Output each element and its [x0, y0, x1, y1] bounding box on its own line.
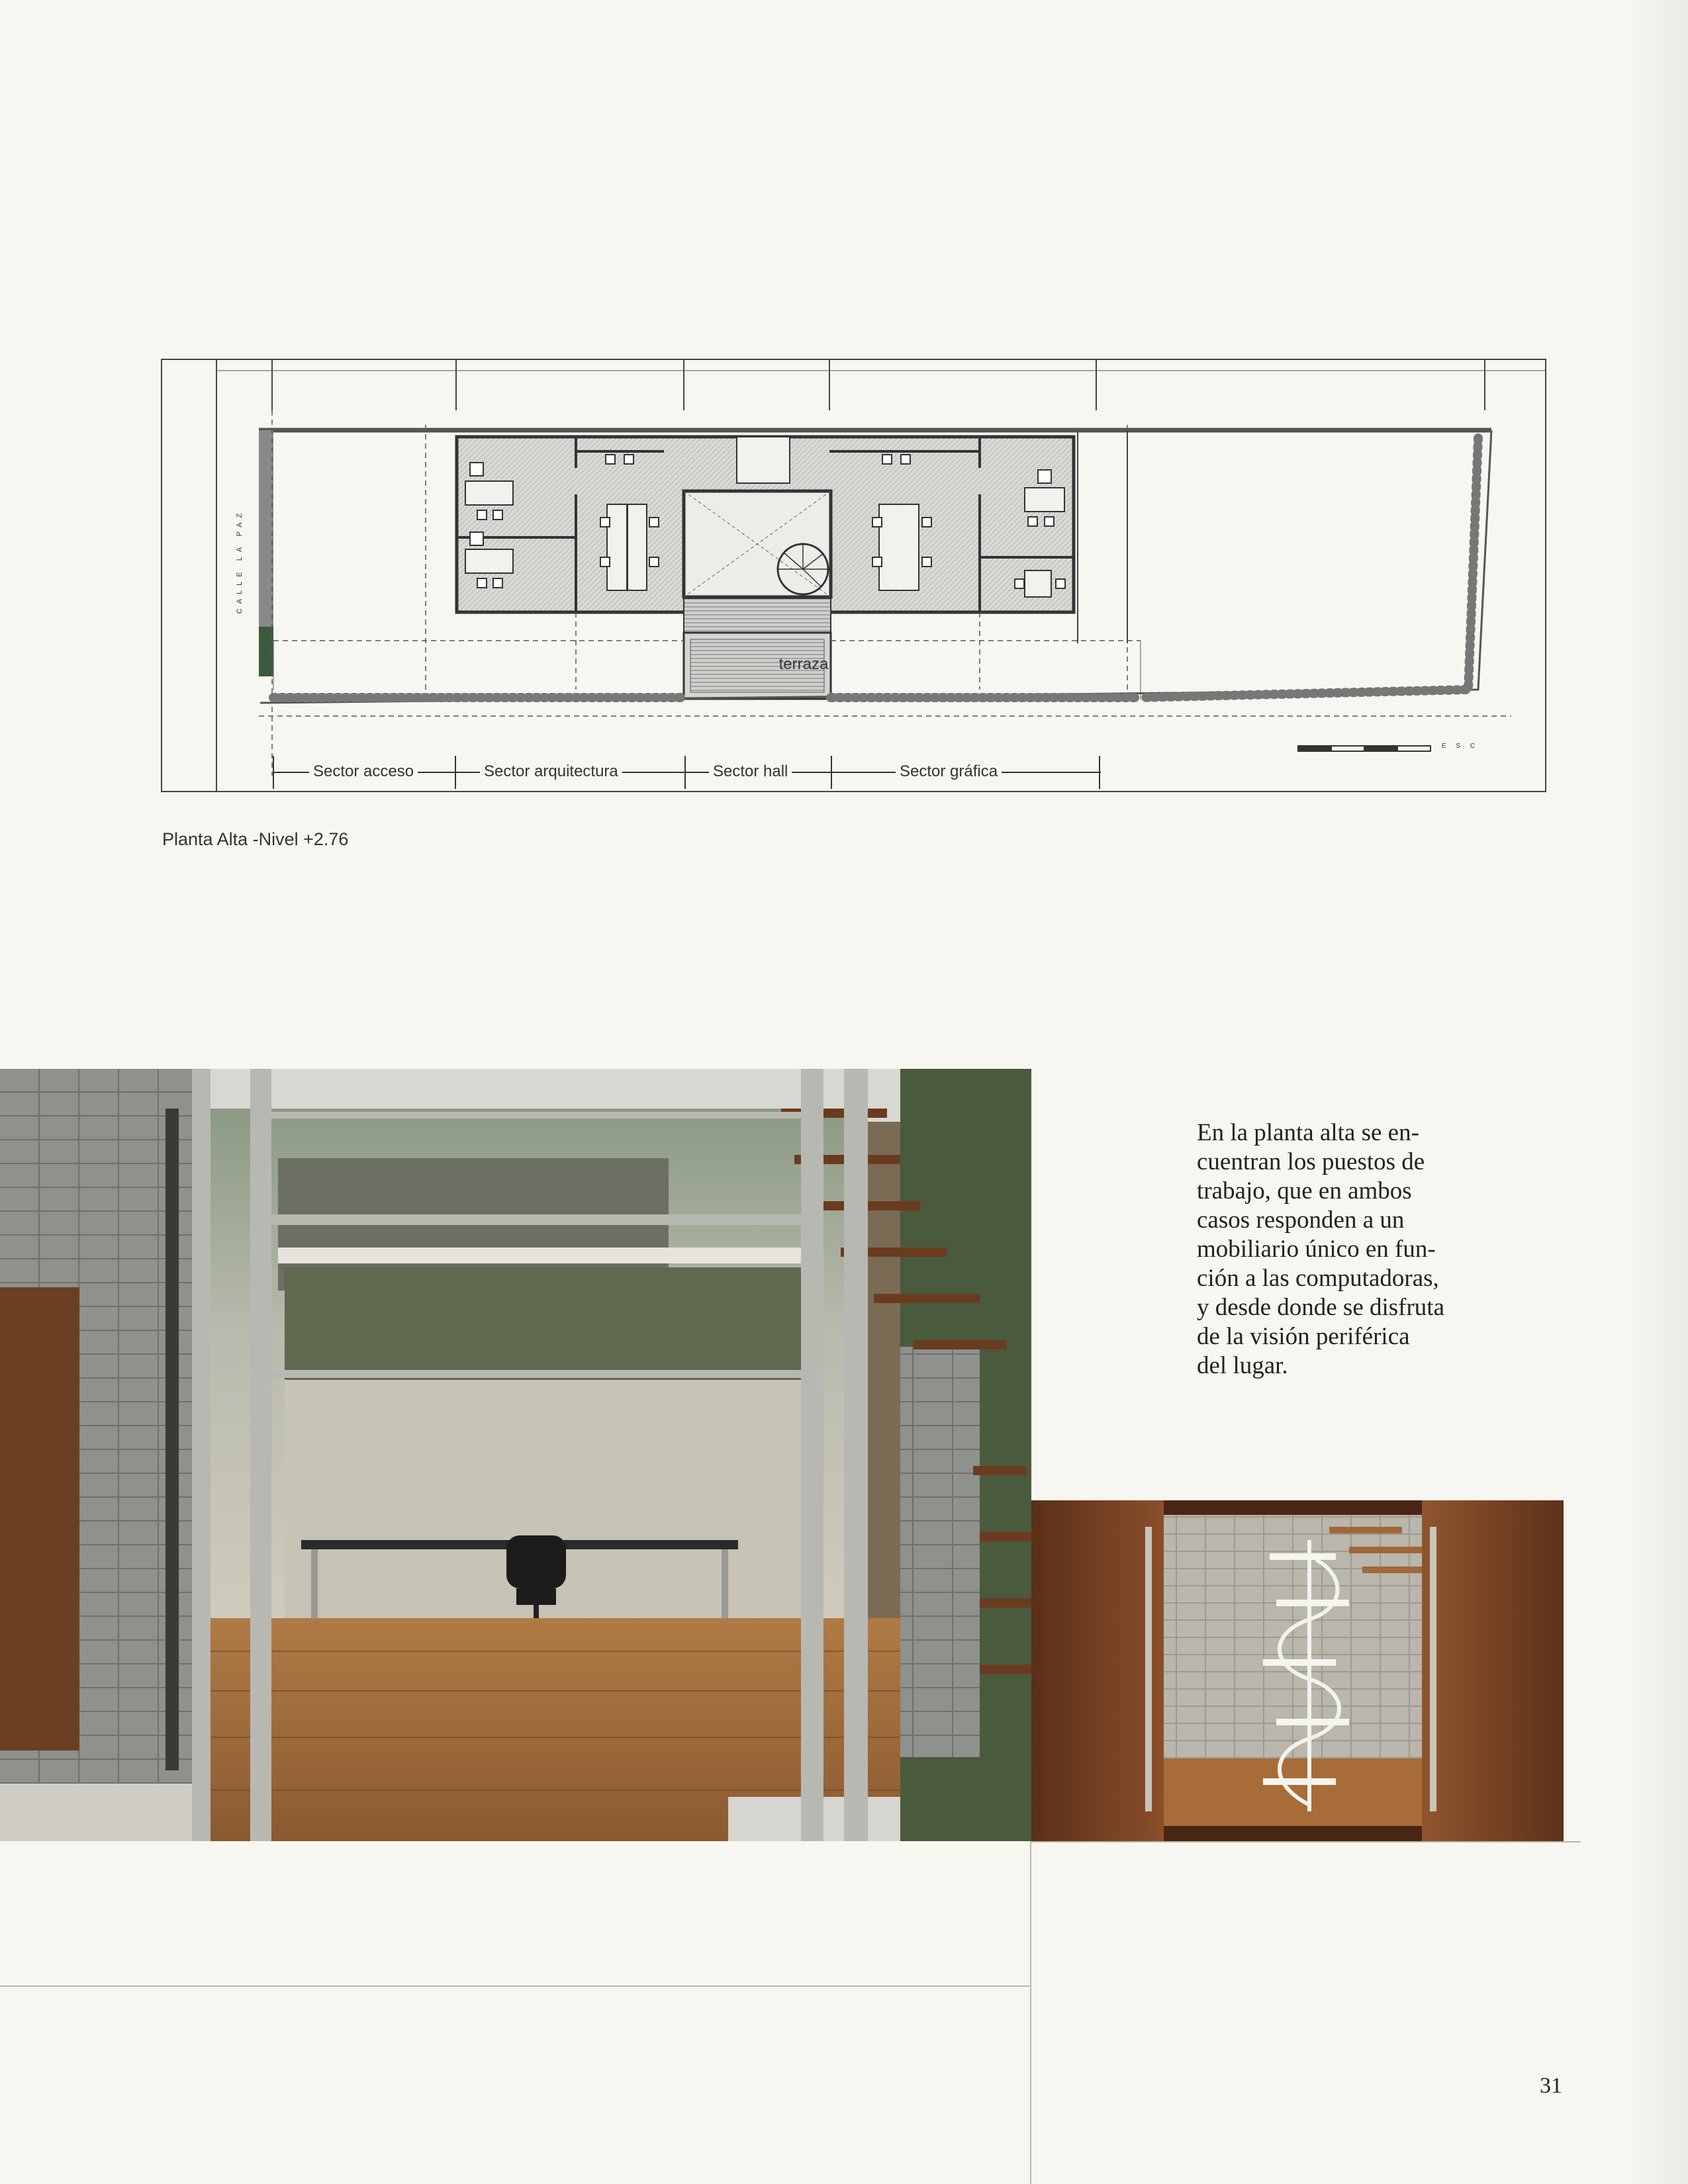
terrace-label: terraza: [778, 655, 829, 673]
floor-plan-drawing: [161, 359, 1546, 792]
page-number: 31: [1540, 2073, 1562, 2098]
body-line: trabajo, que en ambos: [1197, 1177, 1412, 1205]
sector-label: Sector gráfica: [896, 762, 1002, 781]
street-label: CALLE LA PAZ: [236, 508, 244, 614]
body-line: y desde donde se disfruta: [1197, 1294, 1445, 1321]
body-line: ción a las computadoras,: [1197, 1265, 1439, 1292]
horizontal-rule: [1031, 1841, 1581, 1843]
plan-caption: Planta Alta -Nivel +2.76: [162, 829, 349, 849]
body-line: En la planta alta se en-: [1197, 1119, 1419, 1146]
scale-label: E S C: [1442, 743, 1479, 750]
sector-label: Sector arquitectura: [480, 762, 622, 781]
vertical-rule: [1030, 1841, 1031, 2184]
sector-label: Sector acceso: [309, 762, 418, 781]
page-edge-shadow: [1628, 0, 1688, 2184]
horizontal-rule: [0, 1985, 1030, 1987]
doorway-stair-photo: [1031, 1500, 1564, 1841]
sector-label: Sector hall: [709, 762, 792, 781]
body-line: de la visión periférica: [1197, 1323, 1410, 1350]
body-line: del lugar.: [1197, 1352, 1288, 1379]
body-line: cuentran los puestos de: [1197, 1148, 1425, 1175]
body-line: casos responden a un: [1197, 1206, 1405, 1234]
body-line: mobiliario único en fun-: [1197, 1236, 1436, 1263]
floor-plan: [161, 359, 1546, 792]
interior-photo: [0, 1069, 1031, 1841]
body-text: [1197, 1118, 1501, 1381]
